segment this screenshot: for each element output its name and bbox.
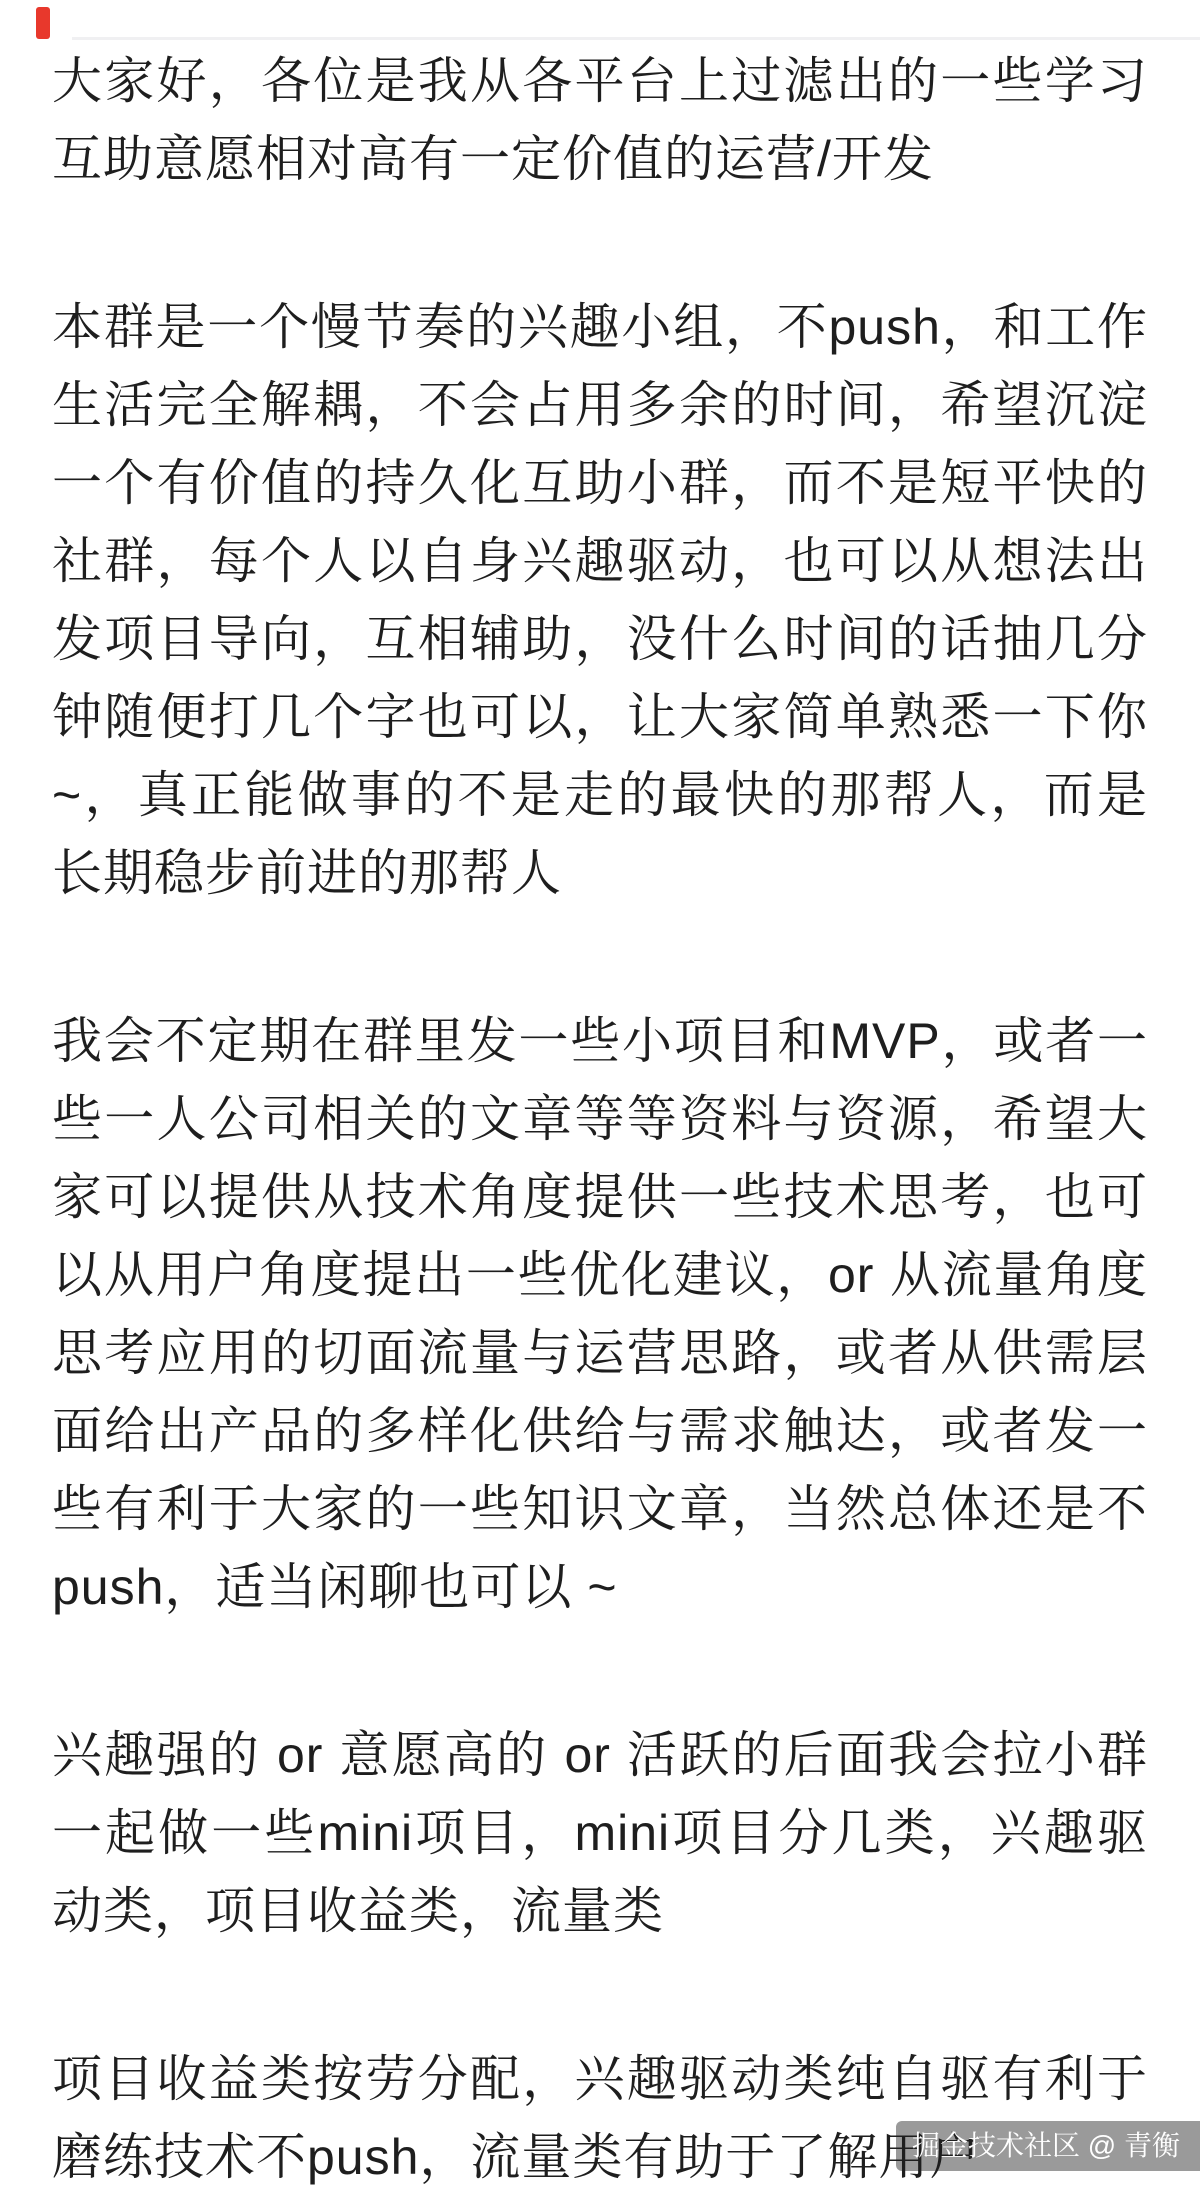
watermark [896, 2121, 1200, 2171]
watermark-text: 掘金技术社区 @ 青衡 [912, 2130, 1180, 2161]
paragraph-4: 兴趣强的 or 意愿高的 or 活跃的后面我会拉小群一起做一些mini项目，mini项目分几类，兴趣驱动类，项目收益类，流量类 [52, 1727, 1148, 1939]
paragraph-1: 大家好，各位是我从各平台上过滤出的一些学习互助意愿相对高有一定价值的运营/开发 [52, 53, 1148, 187]
paragraph-5: 项目收益类按劳分配，兴趣驱动类纯自驱有利于磨练技术不push，流量类有助于了解用户 [52, 2051, 1148, 2185]
paragraph-2: 本群是一个慢节奏的兴趣小组，不push，和工作生活完全解耦，不会占用多余的时间，希望沉淀一个有价值的持久化互助小群，而不是短平快的社群，每个人以自身兴趣驱动，也可以从想法出发项目导向，互相辅助，没什么时间的话抽几分钟随便打几个字也可以，让大家简单熟悉一下你~，真正能做事的不是走的最快的那帮人，而是长期稳步前进的那帮人 [52, 299, 1148, 901]
paragraph-3: 我会不定期在群里发一些小项目和MVP，或者一些一人公司相关的文章等等资料与资源，希望大家可以提供从技术角度提供一些技术思考，也可以从用户角度提出一些优化建议，or 从流量角度思考应用的切面流量与运营思路，或者从供需层面给出产品的多样化供给与需求触达，或者发一些有利于大家的一些知识文章，当然总体还是不push，适当闲聊也可以 ~ [52, 1013, 1148, 1615]
